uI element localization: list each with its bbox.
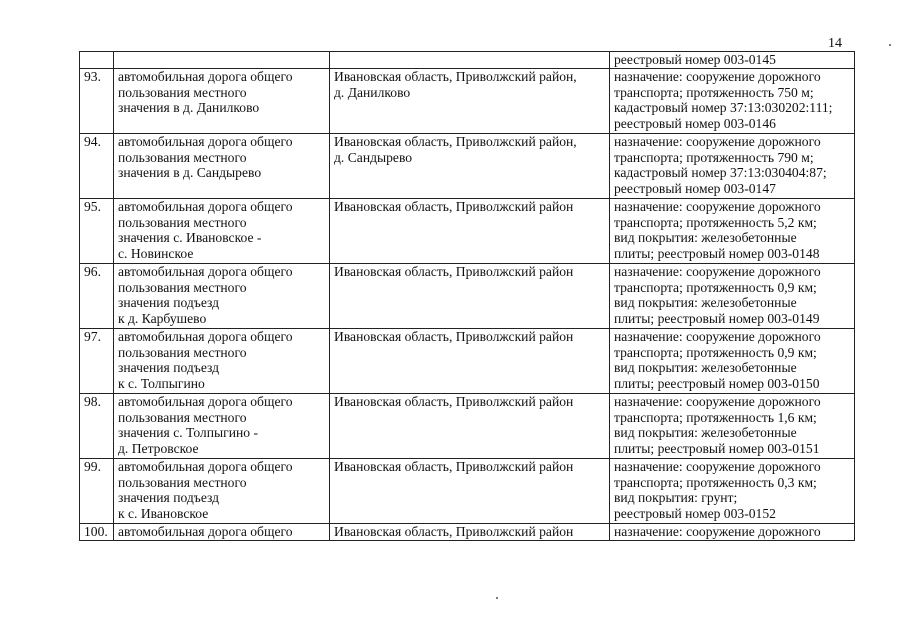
name-line: к с. Ивановское — [118, 506, 209, 522]
descriptor-line: транспорта; протяженность 0,9 км; — [614, 279, 817, 295]
descriptor-line: вид покрытия: железобетонные — [614, 230, 797, 246]
cell-number: 98. — [80, 394, 114, 459]
address-line: д. Сандырево — [334, 149, 413, 165]
cell-descriptor — [610, 69, 855, 134]
table-row — [80, 264, 855, 329]
cell-address — [330, 329, 610, 394]
table-row-continuation — [80, 52, 855, 69]
address-line: Ивановская область, Приволжский район, — [334, 69, 577, 84]
descriptor-line: плиты; реестровый номер 003-0148 — [614, 246, 820, 262]
cell-name — [114, 329, 330, 394]
descriptor-line: назначение: сооружение дорожного — [614, 134, 821, 149]
cell-number: 93. — [80, 69, 114, 134]
cell-name — [114, 264, 330, 329]
cell-descriptor — [610, 264, 855, 329]
name-line: значения подъезд — [118, 490, 220, 506]
descriptor-line: плиты; реестровый номер 003-0151 — [614, 441, 820, 457]
name-line: автомобильная дорога общего — [118, 134, 293, 149]
table-row — [80, 329, 855, 394]
cell-address — [330, 264, 610, 329]
name-line: пользования местного — [118, 344, 247, 360]
name-line: автомобильная дорога общего — [118, 199, 293, 214]
name-line: пользования местного — [118, 279, 247, 295]
cell-descriptor — [610, 459, 855, 524]
name-line: значения в д. Сандырево — [118, 165, 262, 181]
address-line: Ивановская область, Приволжский район — [334, 459, 574, 474]
cell-name — [114, 394, 330, 459]
cell-number: 95. — [80, 199, 114, 264]
table-row — [80, 394, 855, 459]
name-line: автомобильная дорога общего — [118, 524, 293, 539]
descriptor-line: транспорта; протяженность 790 м; — [614, 149, 814, 165]
table-row — [80, 459, 855, 524]
cell-descriptor — [610, 524, 855, 541]
cell-descriptor — [610, 134, 855, 199]
name-line: с. Новинское — [118, 246, 194, 262]
cell-descriptor — [610, 394, 855, 459]
descriptor-line: вид покрытия: грунт; — [614, 490, 738, 506]
cell-name — [114, 524, 330, 541]
name-line: значения подъезд — [118, 295, 220, 311]
descriptor-line: транспорта; протяженность 1,6 км; — [614, 409, 817, 425]
descriptor-line: плиты; реестровый номер 003-0150 — [614, 376, 820, 392]
cell-descriptor — [610, 329, 855, 394]
address-line: д. Данилково — [334, 84, 411, 100]
cell-number: 97. — [80, 329, 114, 394]
cell-descriptor — [610, 52, 855, 69]
address-line: Ивановская область, Приволжский район, — [334, 134, 577, 149]
table-row — [80, 199, 855, 264]
table-row — [80, 524, 855, 541]
name-line: автомобильная дорога общего — [118, 459, 293, 474]
name-line: автомобильная дорога общего — [118, 69, 293, 84]
descriptor-line: транспорта; протяженность 0,3 км; — [614, 474, 817, 490]
name-line: автомобильная дорога общего — [118, 264, 293, 279]
descriptor-line: реестровый номер 003-0152 — [614, 506, 776, 522]
name-line: пользования местного — [118, 474, 247, 490]
scan-speck — [889, 44, 891, 46]
registry-body — [80, 52, 855, 541]
address-line: Ивановская область, Приволжский район — [334, 394, 574, 409]
name-line: к д. Карбушево — [118, 311, 207, 327]
name-line: значения с. Толпыгино - — [118, 425, 258, 441]
descriptor-line: вид покрытия: железобетонные — [614, 295, 797, 311]
cell-address — [330, 524, 610, 541]
descriptor-line: назначение: сооружение дорожного — [614, 329, 821, 344]
descriptor-line: реестровый номер 003-0146 — [614, 116, 776, 132]
cell-address — [330, 69, 610, 134]
descriptor-line: назначение: сооружение дорожного — [614, 459, 821, 474]
descriptor-line: транспорта; протяженность 5,2 км; — [614, 214, 817, 230]
address-line: Ивановская область, Приволжский район — [334, 199, 574, 214]
cell-name — [114, 134, 330, 199]
descriptor-line: кадастровый номер 37:13:030202:111; — [614, 100, 833, 116]
cell-number: 94. — [80, 134, 114, 199]
cell-number: 99. — [80, 459, 114, 524]
cell-address — [330, 199, 610, 264]
descriptor-line: вид покрытия: железобетонные — [614, 425, 797, 441]
scan-speck — [496, 597, 498, 599]
descriptor-line: транспорта; протяженность 0,9 км; — [614, 344, 817, 360]
cell-name — [114, 199, 330, 264]
cell-address — [330, 394, 610, 459]
name-line: значения подъезд — [118, 360, 220, 376]
name-line: значения с. Ивановское - — [118, 230, 262, 246]
name-line: значения в д. Данилково — [118, 100, 260, 116]
cell-address — [330, 459, 610, 524]
descriptor-line: реестровый номер 003-0145 — [614, 52, 776, 67]
name-line: к с. Толпыгино — [118, 376, 205, 392]
descriptor-line: назначение: сооружение дорожного — [614, 69, 821, 84]
descriptor-line: назначение: сооружение дорожного — [614, 199, 821, 214]
address-line: Ивановская область, Приволжский район — [334, 329, 574, 344]
descriptor-line: назначение: сооружение дорожного — [614, 524, 821, 539]
cell-number: 100. — [80, 524, 114, 541]
cell-address — [330, 52, 610, 69]
name-line: пользования местного — [118, 409, 247, 425]
descriptor-line: назначение: сооружение дорожного — [614, 394, 821, 409]
descriptor-line: реестровый номер 003-0147 — [614, 181, 776, 197]
name-line: д. Петровское — [118, 441, 199, 457]
cell-descriptor — [610, 199, 855, 264]
cell-name — [114, 69, 330, 134]
cell-name — [114, 459, 330, 524]
descriptor-line: кадастровый номер 37:13:030404:87; — [614, 165, 827, 181]
address-line: Ивановская область, Приволжский район — [334, 264, 574, 279]
descriptor-line: назначение: сооружение дорожного — [614, 264, 821, 279]
name-line: пользования местного — [118, 149, 247, 165]
cell-name — [114, 52, 330, 69]
descriptor-line: вид покрытия: железобетонные — [614, 360, 797, 376]
descriptor-line: плиты; реестровый номер 003-0149 — [614, 311, 820, 327]
cell-address — [330, 134, 610, 199]
name-line: пользования местного — [118, 84, 247, 100]
descriptor-line: транспорта; протяженность 750 м; — [614, 84, 814, 100]
name-line: автомобильная дорога общего — [118, 329, 293, 344]
name-line: пользования местного — [118, 214, 247, 230]
name-line: автомобильная дорога общего — [118, 394, 293, 409]
address-line: Ивановская область, Приволжский район — [334, 524, 574, 539]
table-row — [80, 69, 855, 134]
page-number: 14 — [828, 36, 842, 51]
table-row — [80, 134, 855, 199]
cell-number — [80, 52, 114, 69]
cell-number: 96. — [80, 264, 114, 329]
property-registry-table — [79, 51, 855, 541]
